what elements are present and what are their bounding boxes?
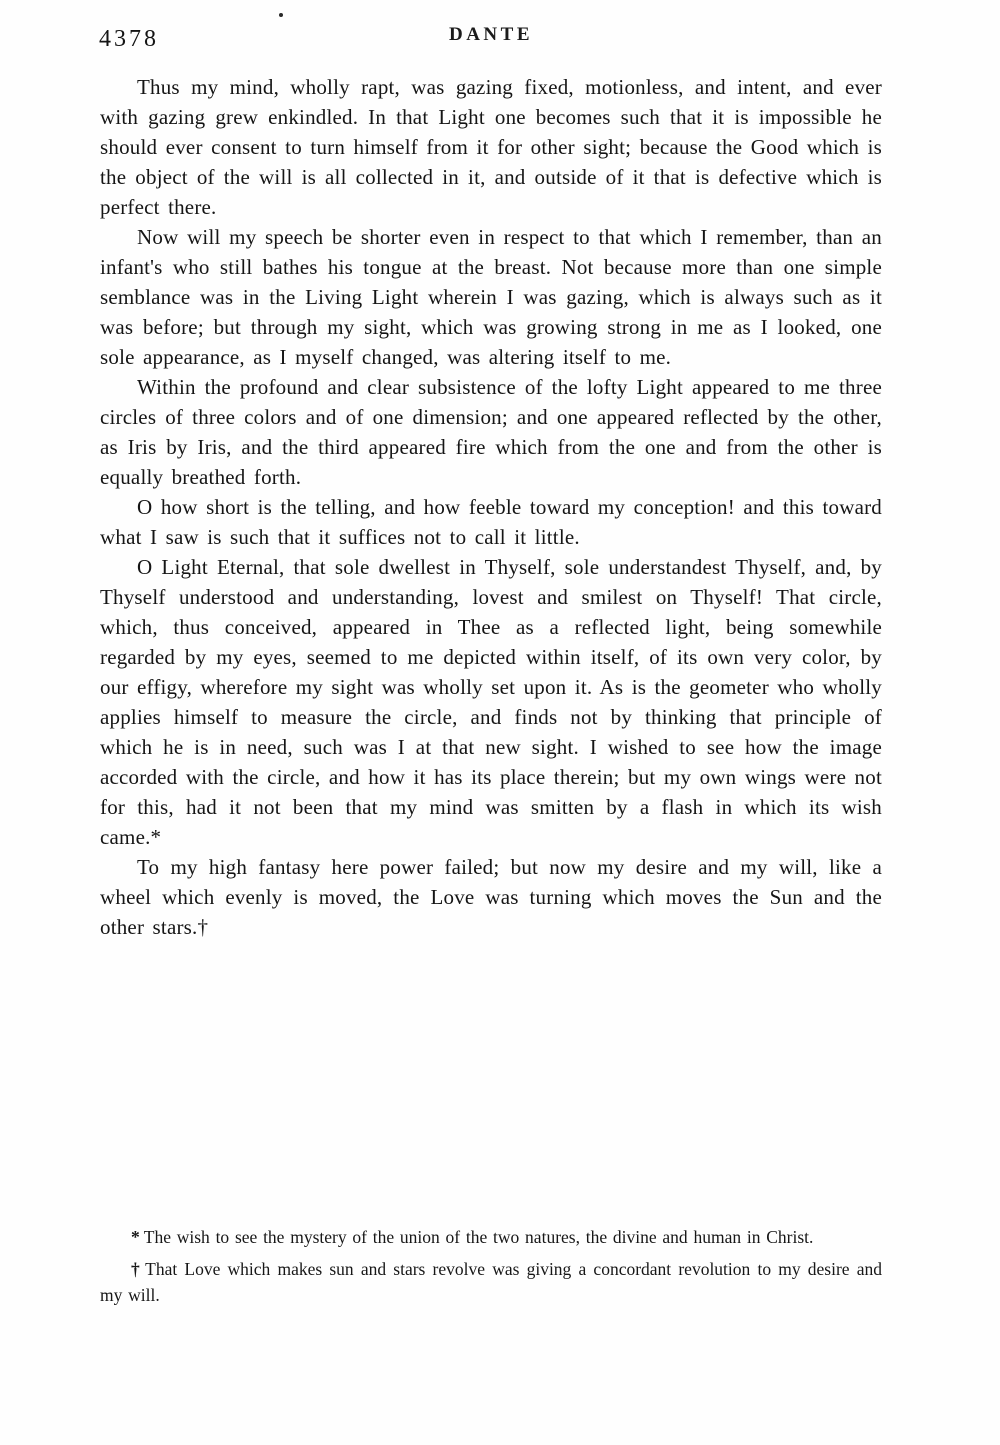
- footnote-text: The wish to see the mystery of the union of the two natures, the divine and human in Christ.: [143, 1227, 814, 1247]
- running-head: DANTE: [448, 24, 533, 45]
- body-text: [100, 72, 882, 942]
- footnote-marker-dagger: †: [131, 1259, 142, 1279]
- page-number: 4378: [99, 26, 159, 52]
- body-paragraph: O Light Eternal, that sole dwellest in Thyself, sole understandest Thyself, and, by Thyself understood and understanding, lovest and smilest on Thyself! That circle, which, thus conceived, appeared in Thee as a reflected light, being somewhile regarded by my eyes, seemed to me depicted within itself, of its own very color, by our effigy, wherefore my sight was wholly set upon it. As is the geometer who wholly applies himself to measure the circle, and finds not by thinking that principle of which he is in need, such was I at that new sight. I wished to see how the image accorded with the circle, and how it has its place therein; but my own wings were not for this, had it not been that my mind was smitten by a flash in which its wish came.*: [100, 555, 882, 849]
- footnote-marker-asterisk: *: [131, 1227, 140, 1247]
- body-paragraph: Within the profound and clear subsistence of the lofty Light appeared to me three circles of three colors and of one dimension; and one appeared reflected by the other, as Iris by Iris, and the third appeared fire which from the one and from the other is equally breathed forth.: [100, 375, 882, 489]
- body-paragraph: To my high fantasy here power failed; but now my desire and my will, like a wheel which evenly is moved, the Love was turning which moves the Sun and the other stars.†: [100, 855, 882, 939]
- footnote-text: That Love which makes sun and stars revolve was giving a concordant revolution to my desire and my will.: [100, 1259, 883, 1305]
- body-paragraph: Thus my mind, wholly rapt, was gazing fixed, motionless, and intent, and ever with gazing grew enkindled. In that Light one becomes such that it is impossible he should ever consent to turn himself from it for other sight; because the Good which is the object of the will is all collected in it, and outside of it that is defective which is perfect there.: [100, 75, 882, 219]
- body-paragraph: Now will my speech be shorter even in respect to that which I remember, than an infant's who still bathes his tongue at the breast. Not because more than one simple semblance was in the Living Light wherein I was gazing, which is always such as it was before; but through my sight, which was growing strong in me as I looked, one sole appearance, as I myself changed, was altering itself to me.: [100, 225, 882, 369]
- footnote: [100, 1256, 882, 1308]
- scan-speck: [279, 13, 283, 17]
- body-paragraph: O how short is the telling, and how feeble toward my conception! and this toward what I saw is such that it suffices not to call it little.: [100, 495, 882, 549]
- footnotes: [100, 1224, 882, 1308]
- footnote: [100, 1224, 882, 1250]
